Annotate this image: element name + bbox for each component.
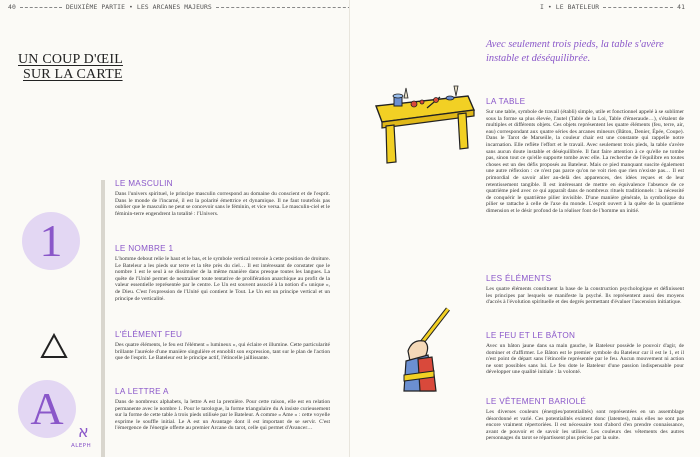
section-heading: LES ÉLÉMENTS xyxy=(486,274,552,283)
section-feu-baton xyxy=(486,331,684,376)
section-heading: LA TABLE xyxy=(486,97,526,106)
section-heading: LA LETTRE A xyxy=(115,387,169,396)
running-title-left: DEUXIÈME PARTIE • LES ARCANES MAJEURS xyxy=(65,3,212,11)
section-text: Dans de nombreux alphabets, la lettre A est la première. Pour cette raison, elle est en relation permanente avec le nombre 1. Pour le tarologue, la forme triangulaire du A insiste curieusement sur la forme de cette table à trois pieds utilisée par le Bateleur. A comme « Ame » : cette voyelle exprime le souffle initial. Le A est un Avantage dont il est important de se servir. C'est l'émergence de l'énergie offerte au premier Arcane du tarot, celle qui permet d'Avancer… xyxy=(115,399,330,432)
table-illustration xyxy=(372,76,478,164)
hebrew-letter-name: ALEPH xyxy=(71,443,92,449)
section-heading: LE MASCULIN xyxy=(115,179,173,188)
section-masculin xyxy=(115,179,330,217)
sidebar-rule xyxy=(101,180,105,457)
number-badge: 1 xyxy=(22,212,80,270)
triangle-icon xyxy=(40,333,68,359)
hebrew-letter: א xyxy=(78,422,89,441)
page-title: UN COUP D'ŒIL SUR LA CARTE xyxy=(18,52,123,82)
pull-quote: Avec seulement trois pieds, la table s'avère instable et déséquilibrée. xyxy=(486,39,664,64)
letter-badge: A xyxy=(18,380,76,438)
section-heading: LE VÊTEMENT BARIOLÉ xyxy=(486,397,587,406)
hand-with-wand-illustration xyxy=(398,305,460,395)
running-header-left xyxy=(8,3,356,11)
section-heading: L'ÉLÉMENT FEU xyxy=(115,330,183,339)
section-text: Les quatre éléments constituent la base de la construction psychologique et définissent les principes par lesquels se manifeste la psyché. Ils représentent aussi des moyens d'accès à l'évolution spirituelle et des degrés permettant d'évaluer l'ascension initiatique. xyxy=(486,286,684,306)
section-text: Les diverses couleurs (énergies/potentialités) sont représentées en un assemblage désordonné et varié. Ces potentialités existent donc (latentes), mais elles ne sont pas encore vraiment répertoriées. Il est nécessaire tout d'abord d'en prendre connaissance, avant de pouvoir et de savoir les utiliser. Les couleurs des vêtements des autres personnages du tarot se répartissent plus précise par la suite. xyxy=(486,409,684,442)
section-text: Des quatre éléments, le feu est l'élément « lumineux », qui éclaire et illumine. Cette particularité brillante l'auréole d'une manière singulière et ennoblit son expression, tant sur le plan de l'action que de l'esprit. Le Bateleur est le principe actif, l'étincelle jaillissante. xyxy=(115,342,330,362)
running-title-right: I • LE BATELEUR xyxy=(540,3,600,11)
page-number-right: 41 xyxy=(677,3,686,11)
section-text: Sur une table, symbole de travail (établi) simple, utile et fonctionnel appelé à se sublimer sous la forme sa plus élevée, l'autel (Table de la Loi, Table d'émeraude…), s'étalent de multiples et différents objets. Ces objets représentent les quatre éléments (feu, terre, air, eau) correspondant aux quatre séries des arcanes mineurs (Bâton, Denier, Épée, Coupe). Dans le Tarot de Marseille, la couleur chair est une constante qui rappelle notre incarnation. Elle reflète l'effort et le travail. Avec seulement trois pieds, la table s'avère sans aucun doute instable et déséquilibrée. Il faut faire attention à ce qu'elle ne tombe pas, sinon tout ce qu'elle supporte tombe avec elle. La recherche de l'équilibre en toutes choses est un des défis proposés au Bateleur. Mais ce pied manquant suscite également une autre réflexion : ce n'est pas parce qu'on ne voit rien que rien n'existe pas… Il est primordial de savoir aller au-delà des apparences, des idées reçues et de leur retentissement tangible. Il est intéressant de mettre en équivalence l'absence de ce quatrième pied avec ce qui apparaît dans de nombreux rituels traditionnels : la nécessité de conquérir le quatrième pilier invisible. D'une manière générale, la symbolique du pilier se rattache à celle de l'axe du monde. L'esprit ouvert à la quête de la quatrième dimension et le désir profond de la réaliser font de l'homme un initié. xyxy=(486,109,684,214)
section-heading: LE NOMBRE 1 xyxy=(115,244,174,253)
section-lettre xyxy=(115,387,330,432)
section-table xyxy=(486,97,684,215)
section-heading: LE FEU ET LE BÂTON xyxy=(486,331,576,340)
page-number-left: 40 xyxy=(8,3,16,11)
section-text: Avec un bâton jaune dans sa main gauche, le Bateleur possède le pouvoir d'agir, de dominer et d'affirmer. Le Bâton est le premier symbole du Bateleur car il est le 1, et il n'est point de départ sans l'étincelle représentée par le feu. Aucun mouvement ni action ne sont possibles sans lui. Le feu dote le Bateleur d'une passion indispensable pour développer une qualité initiale : la volonté. xyxy=(486,343,684,376)
section-elements xyxy=(486,274,684,306)
section-vetement xyxy=(486,397,684,442)
section-text: L'homme debout relie le haut et le bas, et le symbole vertical renvoie à cette position de droiture. Le Bateleur a les pieds sur terre et la tête près du ciel… Il est intéressant de constater que le nombre 1 est le seul à se dissimuler de la même manière dans presque toutes les langues. La quête de l'Unité permet de neutraliser toute tentative de prolifération anarchique au profit de la valeur essentielle représentée par le centre. Le Un est souvent associé à la notion d'« unique », de Dieu. C'est l'expression de l'Unité qui contient le Tout. Le Un est un principe vertical et un principe de verticalité. xyxy=(115,256,330,302)
section-feu xyxy=(115,330,330,362)
section-nombre xyxy=(115,244,330,302)
running-header-right xyxy=(540,3,685,11)
section-text: Dans l'univers spirituel, le principe masculin correspond au domaine du conscient et de l'esprit. Dans le monde de l'incarné, il est la polarité émettrice et dynamique. Il ne faut toutefois pas oublier que le masculin ne peut se concevoir sans le féminin, et vice versa. Le masculin-ciel et le féminin-terre engendrent la totalité : l'Univers. xyxy=(115,191,330,217)
